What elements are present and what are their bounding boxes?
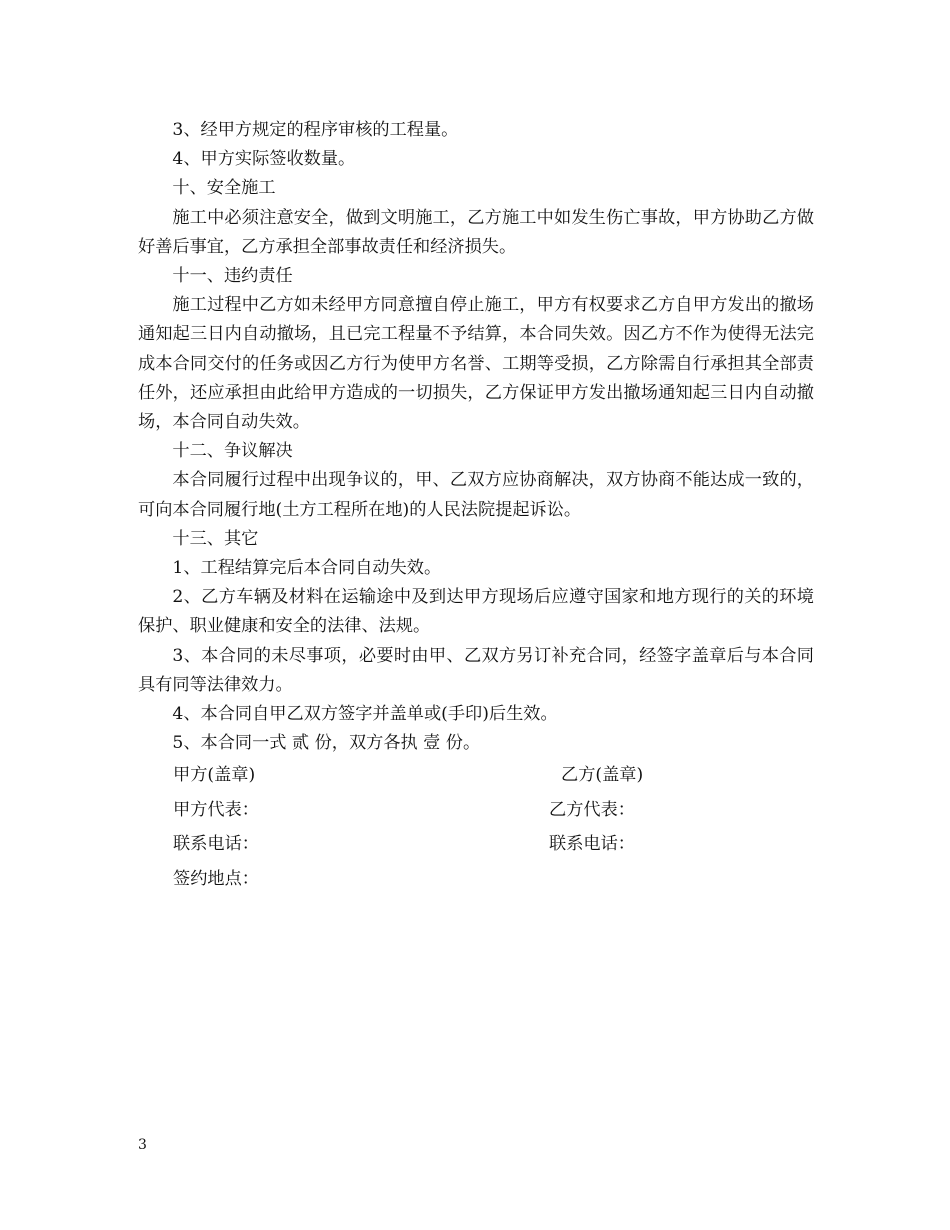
signature-row: [138, 793, 814, 828]
page-number: 3: [138, 1137, 147, 1153]
paragraph: 5、本合同一式 贰 份，双方各执 壹 份。: [172, 733, 481, 754]
signature-row: [138, 758, 814, 793]
signing-location-label: 签约地点：: [173, 868, 259, 889]
section-heading: 十三、其它: [172, 528, 259, 549]
party-b-representative-label: 乙方代表：: [549, 799, 635, 820]
paragraph: 施工过程中乙方如未经甲方同意擅自停止施工，甲方有权要求乙方自甲方发出的撤场通知起三日内自动撤场，且已完工程量不予结算，本合同失效。因乙方不作为使得无法完成本合同交付的任务或因乙方行为使甲方名誉、工期等受损，乙方除需自行承担其全部责任外，还应承担由此给甲方造成的一切损失，乙方保证甲方发出撤场通知起三日内自动撤场，本合同自动失效。: [138, 295, 814, 433]
party-a-representative-label: 甲方代表：: [173, 799, 259, 820]
party-b-seal-label: 乙方(盖章): [561, 765, 644, 786]
signature-row: [138, 862, 814, 897]
section-heading: 十二、争议解决: [172, 441, 293, 462]
party-a-seal-label: 甲方(盖章): [173, 765, 256, 786]
party-a-phone-label: 联系电话：: [173, 834, 259, 855]
paragraph: 施工中必须注意安全，做到文明施工，乙方施工中如发生伤亡事故，甲方协助乙方做好善后事宜，乙方承担全部事故责任和经济损失。: [138, 207, 814, 257]
paragraph: 本合同履行过程中出现争议的，甲、乙双方应协商解决，双方协商不能达成一致的，可向本合同履行地(土方工程所在地)的人民法院提起诉讼。: [138, 470, 814, 520]
paragraph: 3、经甲方规定的程序审核的工程量。: [172, 120, 459, 140]
paragraph: 4、甲方实际签收数量。: [172, 149, 356, 170]
party-b-phone-label: 联系电话：: [549, 834, 635, 855]
paragraph: 4、本合同自甲乙双方签字并盖单或(手印)后生效。: [172, 704, 558, 725]
paragraph: 2、乙方车辆及材料在运输途中及到达甲方现场后应遵守国家和地方现行的关的环境保护、职业健康和安全的法律、法规。: [138, 587, 814, 637]
section-heading: 十一、违约责任: [172, 266, 293, 287]
signature-row: [138, 827, 814, 862]
document-body: [138, 116, 814, 896]
paragraph: 3、本合同的未尽事项，必要时由甲、乙双方另订补充合同，经签字盖章后与本合同具有同等法律效力。: [138, 645, 814, 695]
paragraph: 1、工程结算完后本合同自动失效。: [172, 558, 442, 579]
section-heading: 十、安全施工: [172, 178, 276, 199]
